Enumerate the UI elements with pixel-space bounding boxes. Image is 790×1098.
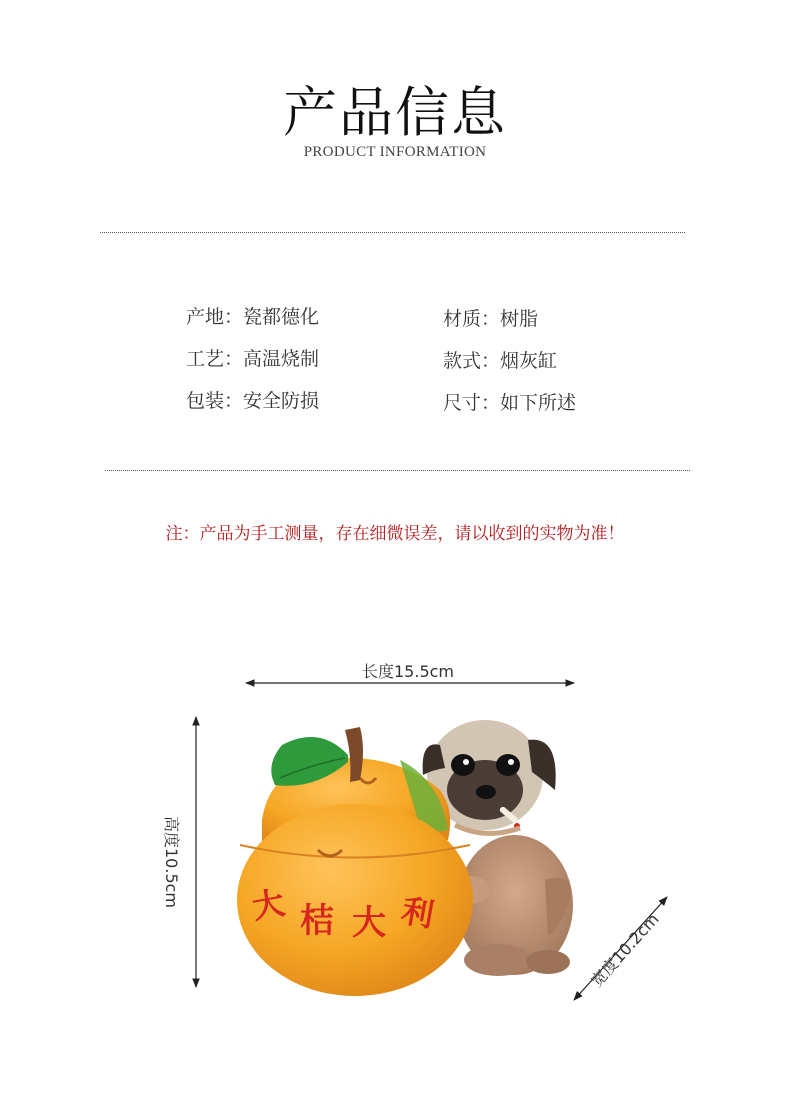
inscription-char-3: 大 <box>352 903 386 943</box>
width-label: 宽度10.2cm <box>586 909 663 991</box>
spec-origin: 产地：瓷都德化 <box>186 306 320 328</box>
inscription-char-2: 桔 <box>300 901 334 941</box>
measurement-note: 注：产品为手工测量，存在细微误差，请以收到的实物为准！ <box>165 524 625 544</box>
inscription-char-1: 大 <box>249 883 288 927</box>
page-title: 产品信息 <box>283 81 507 144</box>
length-label: 长度15.5cm <box>362 662 455 681</box>
spec-material: 材质：树脂 <box>443 308 539 330</box>
page-subtitle: PRODUCT INFORMATION <box>303 144 487 160</box>
spec-craft: 工艺：高温烧制 <box>186 348 320 370</box>
inscription-char-4: 利 <box>398 891 437 935</box>
spec-packaging: 包装：安全防损 <box>186 390 320 412</box>
spec-size: 尺寸：如下所述 <box>443 392 577 414</box>
height-label: 高度10.5cm <box>162 816 181 909</box>
spec-style: 款式：烟灰缸 <box>443 350 558 372</box>
